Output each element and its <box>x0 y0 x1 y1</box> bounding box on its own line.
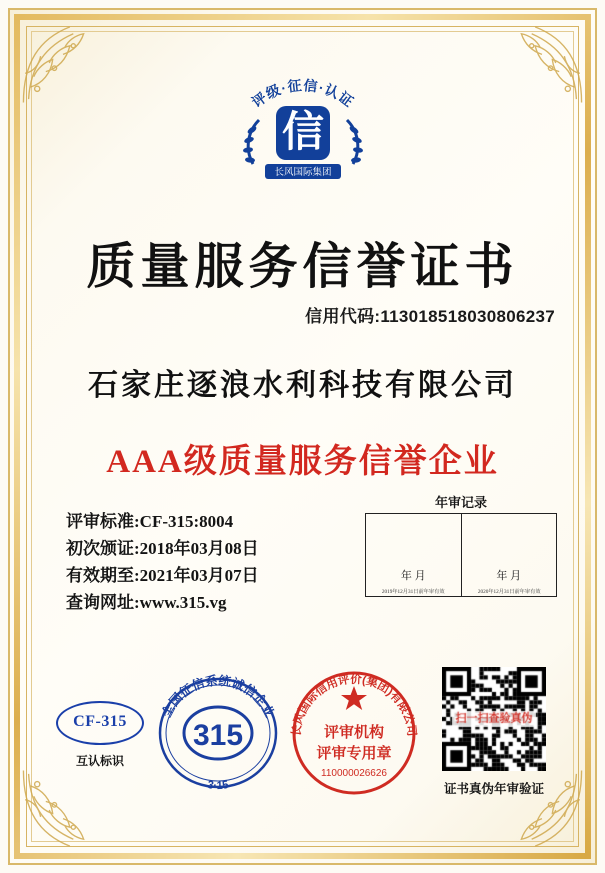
certificate-content <box>40 40 565 833</box>
detail-standard: 评审标准:CF-315:8004 <box>66 512 234 531</box>
annual-review-year-month: 年 月 <box>496 570 522 582</box>
blue-seal-arc-text: 全国征信系统诚信企业 <box>159 673 277 720</box>
credit-code-label: 信用代码: <box>305 307 381 326</box>
detail-valid-until: 有效期至:2021年03月07日 <box>66 566 259 585</box>
qr-caption: 证书真伪年审验证 <box>443 782 544 796</box>
annual-review-cell <box>461 514 557 596</box>
qr-code-icon[interactable] <box>442 667 546 771</box>
emblem-center-char: 信 <box>281 108 324 155</box>
qr-verification[interactable] <box>435 667 553 797</box>
credit-code-value: 113018518030806237 <box>380 307 555 326</box>
detail-website: 查询网址:www.315.vg <box>66 593 227 612</box>
detail-issue-date: 初次颁证:2018年03月08日 <box>66 539 259 558</box>
blue-round-seal-icon <box>156 671 280 795</box>
annual-review-year-month: 年 月 <box>400 570 426 582</box>
svg-text:3·15 <box>207 779 230 792</box>
annual-review-note: 2019年12月31日前年审有效 <box>381 589 445 595</box>
emblem-arc-text: 评级·征信·认证 <box>248 77 357 111</box>
credit-code <box>305 302 555 327</box>
annual-review <box>365 492 557 597</box>
cf-mark-caption: 互认标识 <box>75 754 124 768</box>
svg-text:评级·征信·认证 <box>248 77 356 110</box>
blue-seal-center-text: 315 <box>192 719 244 752</box>
annual-review-cell <box>366 514 461 596</box>
cf-mark-seal <box>54 701 146 769</box>
red-seal-code: 110000026626 <box>321 768 387 779</box>
blue-seal-bottom-text: 3·15 <box>206 778 230 793</box>
annual-review-title: 年审记录 <box>434 495 487 510</box>
red-seal-arc-text: 长风国际信用评价(集团)有限公司 <box>290 673 418 738</box>
red-seal-line1: 评审机构 <box>323 724 385 741</box>
red-round-seal-icon <box>290 669 418 797</box>
company-name: 石家庄逐浪水利科技有限公司 <box>88 369 517 402</box>
seals-row <box>40 657 565 797</box>
emblem-band-text: 长风国际集团 <box>273 167 332 178</box>
certificate-details <box>66 508 259 616</box>
annual-review-note: 2020年12月31日前年审有效 <box>477 589 541 595</box>
certificate-title: 质量服务信誉证书 <box>86 240 519 294</box>
company-emblem-icon <box>219 64 387 196</box>
emblem-wrapper <box>40 64 565 196</box>
red-seal-line2: 评审专用章 <box>316 745 392 762</box>
award-title: AAA级质量服务信誉企业 <box>106 444 499 480</box>
cf-mark-text: CF-315 <box>56 701 144 745</box>
annual-review-table <box>365 513 557 597</box>
